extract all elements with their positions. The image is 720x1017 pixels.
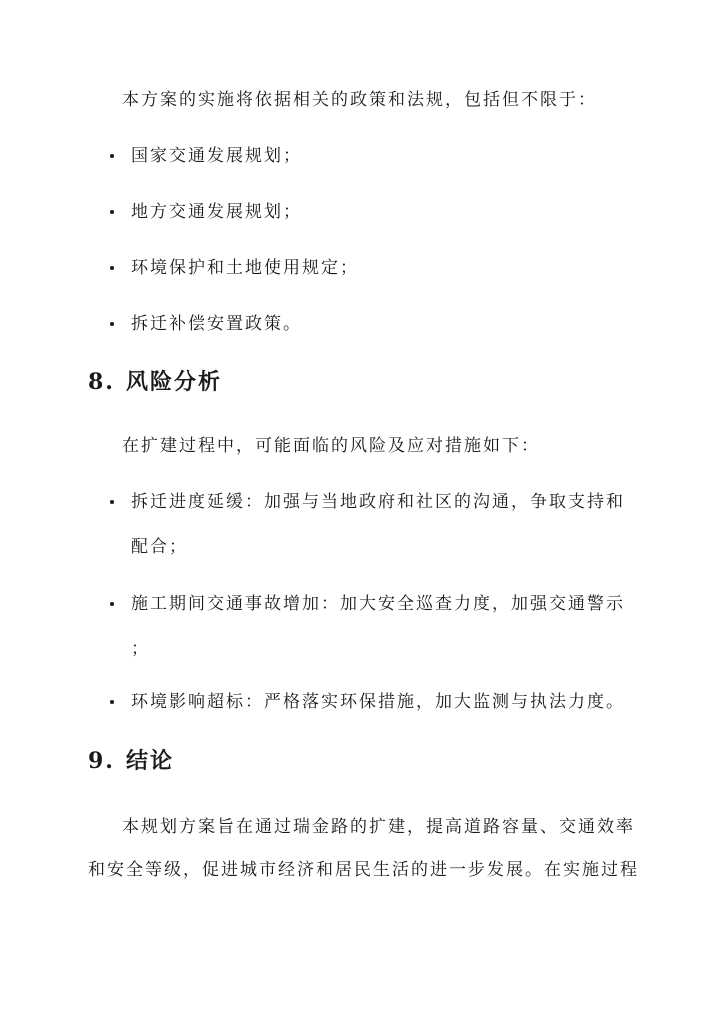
list-item-text: 拆迁进度延缓：加强与当地政府和社区的沟通，争取支持和 — [131, 492, 625, 512]
list-item-text: 地方交通发展规划； — [131, 202, 302, 222]
bullet-icon — [110, 154, 114, 158]
bullet-icon — [110, 210, 114, 214]
list-item-text: 施工期间交通事故增加：加大安全巡查力度，加强交通警示 — [131, 594, 625, 614]
section-number: 8. — [88, 369, 115, 395]
list-item-text: 环境保护和土地使用规定； — [131, 258, 359, 278]
section-title: 风险分析 — [126, 369, 223, 395]
list-item-text: 拆迁补偿安置政策。 — [131, 314, 302, 334]
section-heading — [88, 369, 222, 395]
section-intro: 在扩建过程中，可能面临的风险及应对措施如下： — [122, 436, 540, 456]
bullet-icon — [110, 700, 114, 704]
bullet-icon — [110, 266, 114, 270]
bullet-icon — [110, 500, 114, 504]
conclusion-paragraph-line: 和安全等级，促进城市经济和居民生活的进一步发展。在实施过程 — [88, 860, 639, 880]
section-title: 结论 — [126, 748, 175, 774]
bullet-icon — [110, 322, 114, 326]
bullet-icon — [110, 602, 114, 606]
list-item-text: 环境影响超标：严格落实环保措施，加大监测与执法力度。 — [131, 692, 625, 712]
section-heading — [88, 748, 174, 774]
section-number: 9. — [88, 748, 115, 774]
list-item-text: 国家交通发展规划； — [131, 146, 302, 166]
list-item-continuation: 配合； — [131, 537, 188, 557]
conclusion-paragraph-line: 本规划方案旨在通过瑞金路的扩建，提高道路容量、交通效率 — [122, 817, 635, 837]
list-item-continuation: ； — [131, 639, 150, 659]
intro-paragraph: 本方案的实施将依据相关的政策和法规，包括但不限于： — [122, 90, 597, 110]
